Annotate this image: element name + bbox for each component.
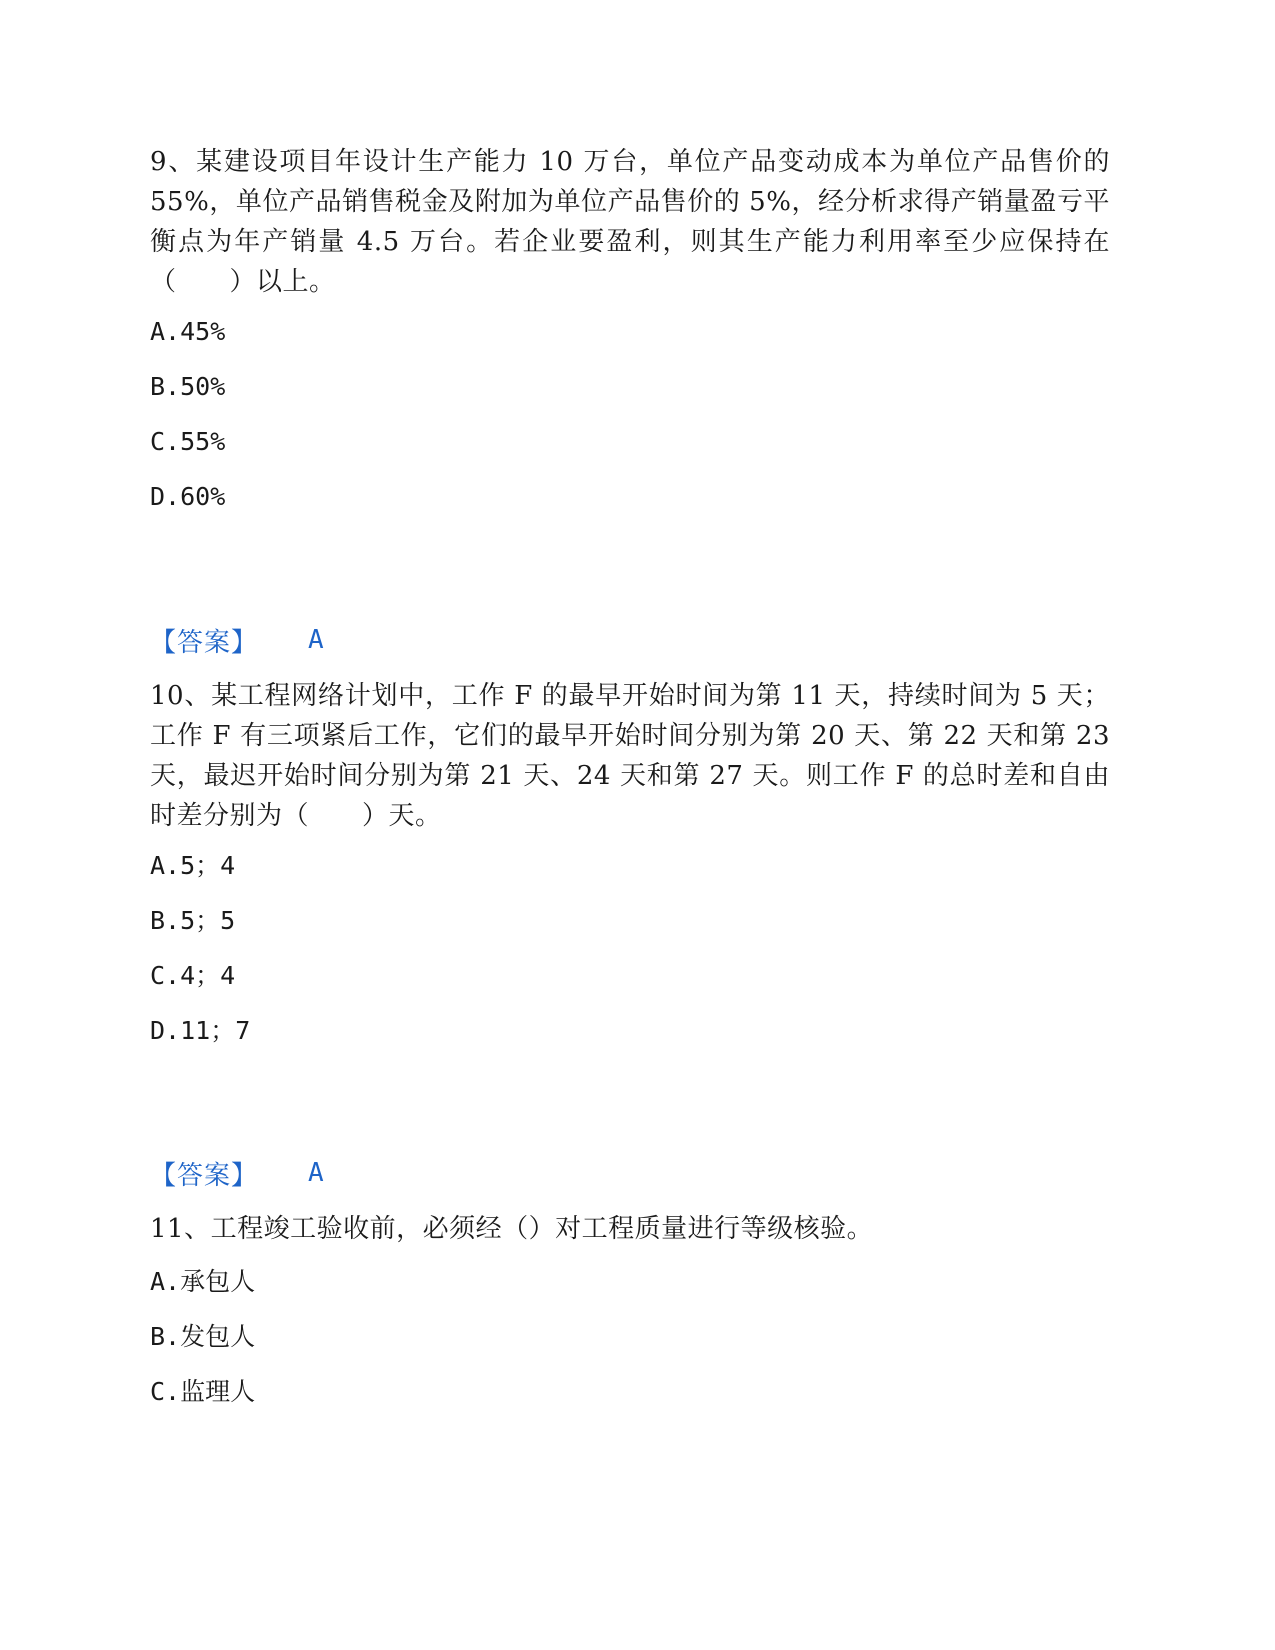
answer-value: A: [308, 625, 324, 655]
question-10-option-b: B.5；5: [150, 906, 236, 935]
question-10-stem: 10、某工程网络计划中，工作 F 的最早开始时间为第 11 天，持续时间为 5 天；工作 F 有三项紧后工作，它们的最早开始时间分别为第 20 天、第 22 天和第 23 天，最迟开始时间分别为第 21 天、24 天和第 27 天。则工作 F 的总时差和自由时差分别为（ ）天。: [150, 681, 1110, 831]
question-11-stem: 11、工程竣工验收前，必须经（）对工程质量进行等级核验。: [150, 1214, 874, 1244]
question-9-stem: 9、某建设项目年设计生产能力 10 万台，单位产品变动成本为单位产品售价的 55%，单位产品销售税金及附加为单位产品售价的 5%，经分析求得产销量盈亏平衡点为年产销量 4.5 万台。若企业要盈利，则其生产能力利用率至少应保持在（ ）以上。: [150, 147, 1110, 297]
question-10-answer: [150, 1155, 324, 1191]
question-10-option-a: A.5；4: [150, 851, 236, 880]
question-11: [150, 1209, 1110, 1249]
question-9-option-d: D.60%: [150, 482, 226, 511]
question-10-option-d: D.11；7: [150, 1016, 251, 1045]
question-11-option-b: B.发包人: [150, 1322, 256, 1351]
question-9-option-c: C.55%: [150, 427, 226, 456]
question-9-option-a: A.45%: [150, 317, 226, 346]
answer-label: 【答案】: [150, 1160, 259, 1191]
question-11-option-c: C.监理人: [150, 1377, 256, 1406]
answer-value: A: [308, 1158, 324, 1188]
question-10-option-c: C.4；4: [150, 961, 236, 990]
question-9-answer: [150, 622, 324, 658]
question-11-option-a: A.承包人: [150, 1267, 256, 1296]
question-9-option-b: B.50%: [150, 372, 226, 401]
question-10: [150, 676, 1110, 836]
answer-label: 【答案】: [150, 627, 259, 658]
question-9: [150, 142, 1110, 302]
